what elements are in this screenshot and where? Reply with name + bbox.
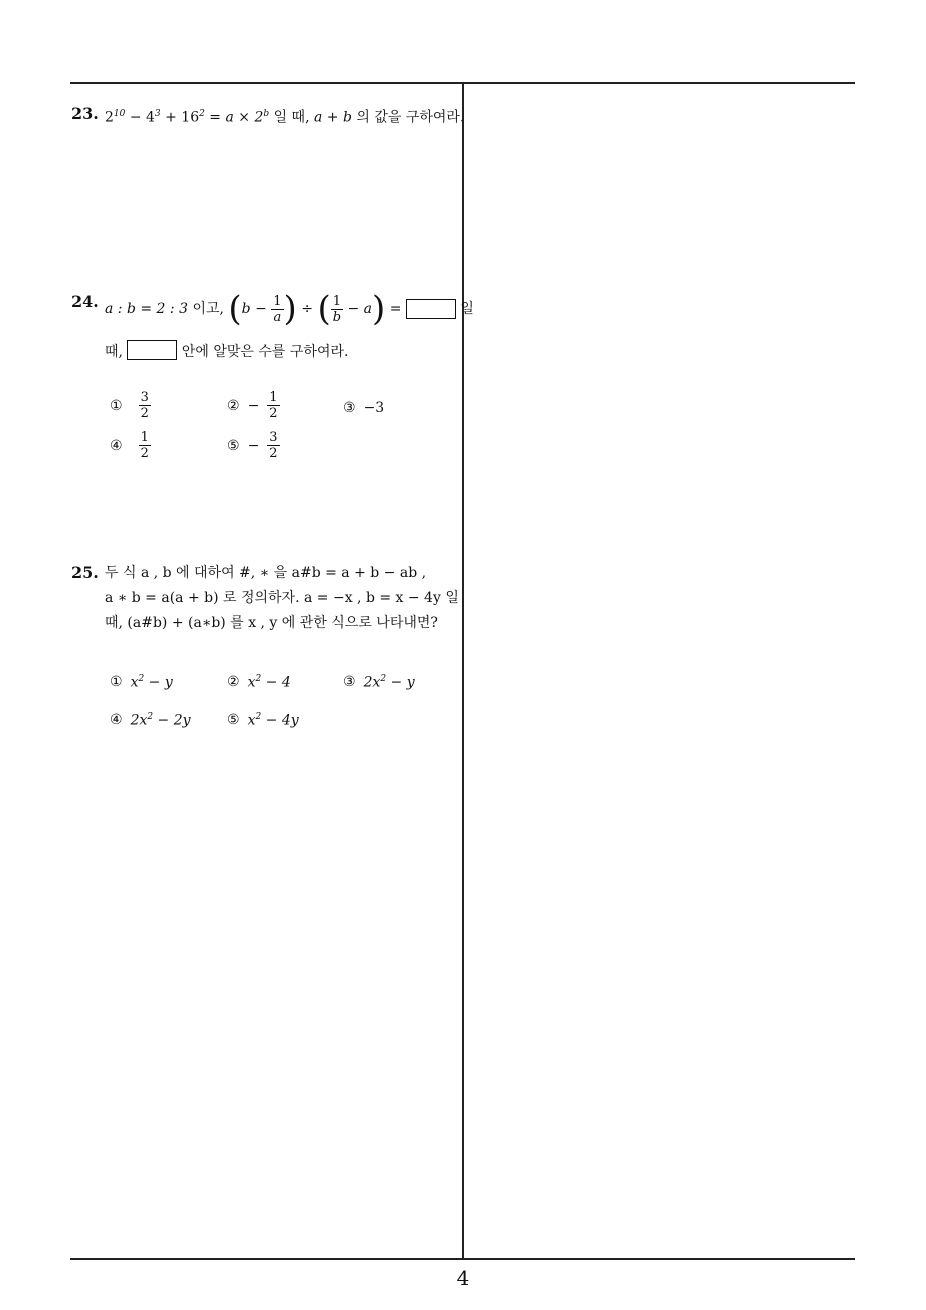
choice-number: ⑤ (227, 712, 240, 729)
choice-fraction (139, 390, 151, 421)
expr-exp: 2 (255, 712, 262, 722)
choice-text: −3 (363, 400, 385, 416)
q24-b: b − (241, 301, 272, 317)
expr-post: − y (386, 674, 415, 691)
choice-sign: − (247, 397, 260, 414)
q24-paren: ( (317, 289, 331, 329)
q24-choice-3[interactable] (343, 400, 384, 416)
q23-part: − 4 (125, 109, 155, 126)
choice-expression (248, 674, 291, 691)
q25-choice-2[interactable] (227, 674, 291, 691)
choice-expression (131, 674, 173, 691)
expr-post: − y (144, 674, 173, 691)
q25-choice-4[interactable] (110, 712, 191, 729)
q24-line2-prefix: 때, (105, 344, 128, 360)
q24-ratio: a : b = 2 : 3 (105, 301, 188, 317)
choice-number: ⑤ (227, 437, 240, 454)
q24-choice-1[interactable] (110, 390, 151, 421)
column-divider (462, 82, 464, 1259)
q24-frac-num: 1 (332, 293, 342, 309)
expr-exp: 2 (380, 674, 387, 684)
choice-expression (248, 712, 299, 729)
q24-choice-5[interactable] (227, 430, 280, 461)
expr-exp: 2 (255, 674, 262, 684)
q25-choice-3[interactable] (343, 674, 415, 691)
question-24-number: 24. (71, 292, 99, 311)
question-23-number: 23. (71, 104, 99, 123)
choice-fraction (267, 390, 279, 421)
q25-line-1: 두 식 a , b 에 대하여 #, ∗ 을 a#b = a + b − ab , (105, 565, 427, 581)
frac-den: 2 (269, 446, 278, 461)
expr-pre: 2x (130, 712, 148, 729)
q24-frac-den: b (332, 309, 342, 325)
expr-pre: x (130, 674, 139, 691)
choice-number: ① (110, 674, 123, 691)
question-25-text (105, 562, 459, 634)
choice-number: ① (110, 397, 123, 414)
expr-exp: 2 (147, 712, 154, 722)
q24-frac-den: a (273, 309, 282, 325)
q24-paren: ( (228, 289, 242, 329)
q24-paren: ) (283, 289, 297, 329)
expr-pre: x (247, 712, 256, 729)
choice-number: ② (227, 674, 240, 691)
frac-den: 2 (140, 406, 149, 421)
choice-number: ④ (110, 437, 123, 454)
q23-part: a + b (313, 109, 352, 126)
frac-den: 2 (269, 406, 278, 421)
frac-num: 1 (269, 390, 278, 405)
expr-post: − 4y (261, 712, 299, 729)
q24-div: ÷ (296, 301, 318, 317)
bottom-rule (70, 1258, 855, 1260)
q23-part: = a × 2 (204, 109, 264, 126)
q24-answer-box-2 (127, 340, 177, 360)
expr-post: − 4 (261, 674, 291, 691)
q25-choice-5[interactable] (227, 712, 299, 729)
q23-exp: 3 (154, 109, 161, 119)
page-number: 4 (456, 1266, 470, 1290)
choice-fraction (267, 430, 279, 461)
frac-num: 1 (140, 430, 149, 445)
choice-number: ② (227, 397, 240, 414)
q24-fraction-1-over-a (271, 294, 283, 325)
q23-part: + 16 (160, 109, 200, 126)
frac-den: 2 (140, 446, 149, 461)
question-24-line1 (105, 289, 474, 329)
question-25-number: 25. (71, 563, 99, 582)
choice-number: ③ (343, 674, 356, 691)
q23-part: 일 때, (269, 109, 314, 126)
question-24-line2 (105, 340, 348, 363)
q24-ratio-suffix: 이고, (188, 301, 229, 317)
q25-line-2: a ∗ b = a(a + b) 로 정의하자. a = −x , b = x − 4y 일 (105, 590, 459, 606)
q24-choice-2[interactable] (227, 390, 280, 421)
expr-pre: x (247, 674, 256, 691)
q24-choice-4[interactable] (110, 430, 151, 461)
q24-minus-a: − a (343, 301, 373, 317)
frac-num: 3 (269, 430, 278, 445)
q23-exp: b (263, 109, 270, 119)
expr-pre: 2x (363, 674, 381, 691)
q24-fraction-1-over-b (331, 294, 343, 325)
choice-sign: − (247, 437, 260, 454)
q24-frac-num: 1 (273, 293, 282, 309)
q24-after-box: 일 (455, 301, 474, 317)
q24-line2-suffix: 안에 알맞은 수를 구하여라. (177, 344, 349, 360)
question-23-text (105, 103, 464, 129)
q24-paren: ) (372, 289, 386, 329)
q23-part: 2 (105, 109, 114, 126)
q24-eq: = (385, 301, 406, 317)
frac-num: 3 (140, 390, 149, 405)
q25-line-3: 때, (a#b) + (a∗b) 를 x , y 에 관한 식으로 나타내면? (105, 615, 438, 631)
expr-exp: 2 (138, 674, 145, 684)
q24-answer-box (406, 299, 456, 319)
q23-exp: 10 (113, 109, 126, 119)
choice-fraction (139, 430, 151, 461)
q25-choice-1[interactable] (110, 674, 173, 691)
expr-post: − 2y (153, 712, 191, 729)
choice-number: ④ (110, 712, 123, 729)
q23-exp: 2 (199, 109, 205, 119)
choice-expression (364, 674, 415, 691)
choice-number: ③ (343, 400, 356, 416)
q23-part: 의 값을 구하여라. (351, 109, 465, 126)
choice-expression (131, 712, 191, 729)
